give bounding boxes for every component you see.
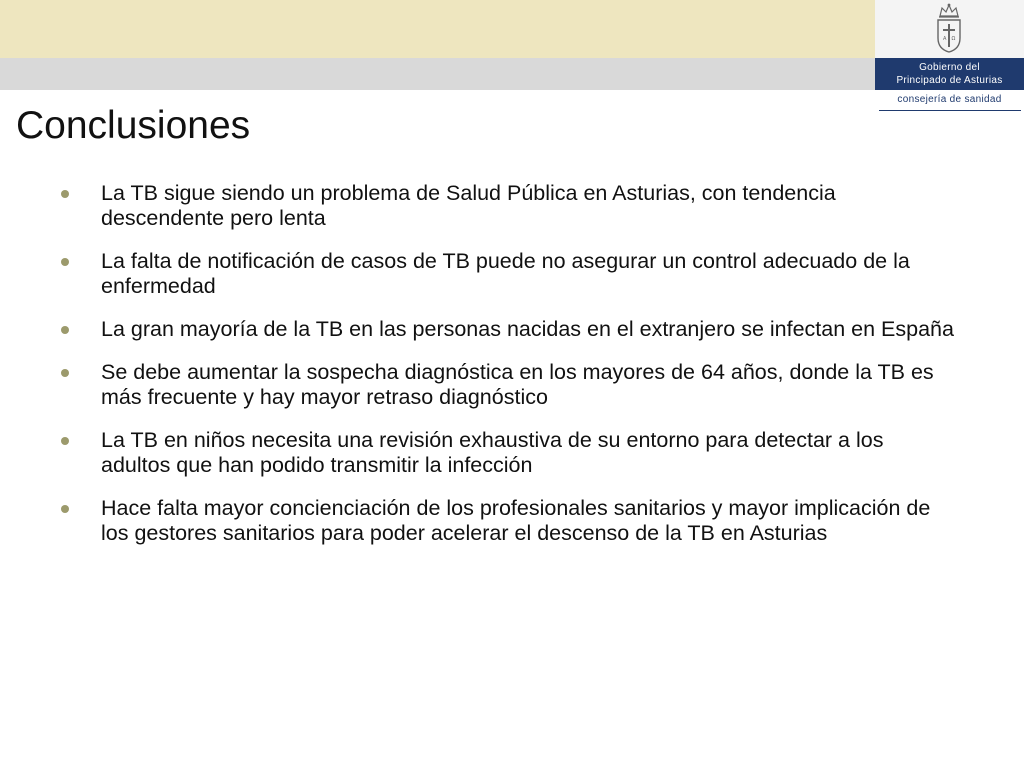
bullet-icon [61, 190, 69, 198]
bullet-icon [61, 326, 69, 334]
bullet-item [60, 428, 955, 478]
bullet-icon [61, 258, 69, 266]
government-line-2: Principado de Asturias [896, 75, 1003, 86]
bullet-text: Se debe aumentar la sospecha diagnóstica en los mayores de 64 años, donde la TB es más frecuente y hay mayor retraso diagnóstico [101, 360, 934, 409]
bullet-icon [61, 369, 69, 377]
bullet-icon [61, 505, 69, 513]
slide-title: Conclusiones [16, 104, 251, 147]
bullet-item [60, 181, 955, 231]
government-line-1: Gobierno del [919, 62, 980, 73]
svg-text:Ω: Ω [951, 36, 956, 42]
header-stripe [0, 58, 875, 90]
department-divider [879, 110, 1021, 111]
bullet-icon [61, 437, 69, 445]
header-band [0, 0, 875, 58]
bullet-item [60, 496, 955, 546]
bullet-text: La TB sigue siendo un problema de Salud Pública en Asturias, con tendencia descendente pero lenta [101, 181, 836, 230]
department-label: consejería de sanidad [897, 94, 1002, 105]
coat-of-arms-icon [930, 2, 968, 54]
bullet-item [60, 360, 955, 410]
bullet-text: La falta de notificación de casos de TB puede no asegurar un control adecuado de la enfermedad [101, 249, 910, 298]
government-label [875, 58, 1024, 90]
bullet-list [60, 181, 955, 564]
bullet-text: La gran mayoría de la TB en las personas nacidas en el extranjero se infectan en España [101, 317, 954, 341]
bullet-text: Hace falta mayor concienciación de los profesionales sanitarios y mayor implicación de los gestores sanitarios para poder acelerar el descenso de la TB en Asturias [101, 496, 931, 545]
bullet-item [60, 317, 955, 342]
svg-text:A: A [943, 36, 947, 42]
bullet-text: La TB en niños necesita una revisión exhaustiva de su entorno para detectar a los adultos que han podido transmitir la infección [101, 428, 884, 477]
bullet-item [60, 249, 955, 299]
